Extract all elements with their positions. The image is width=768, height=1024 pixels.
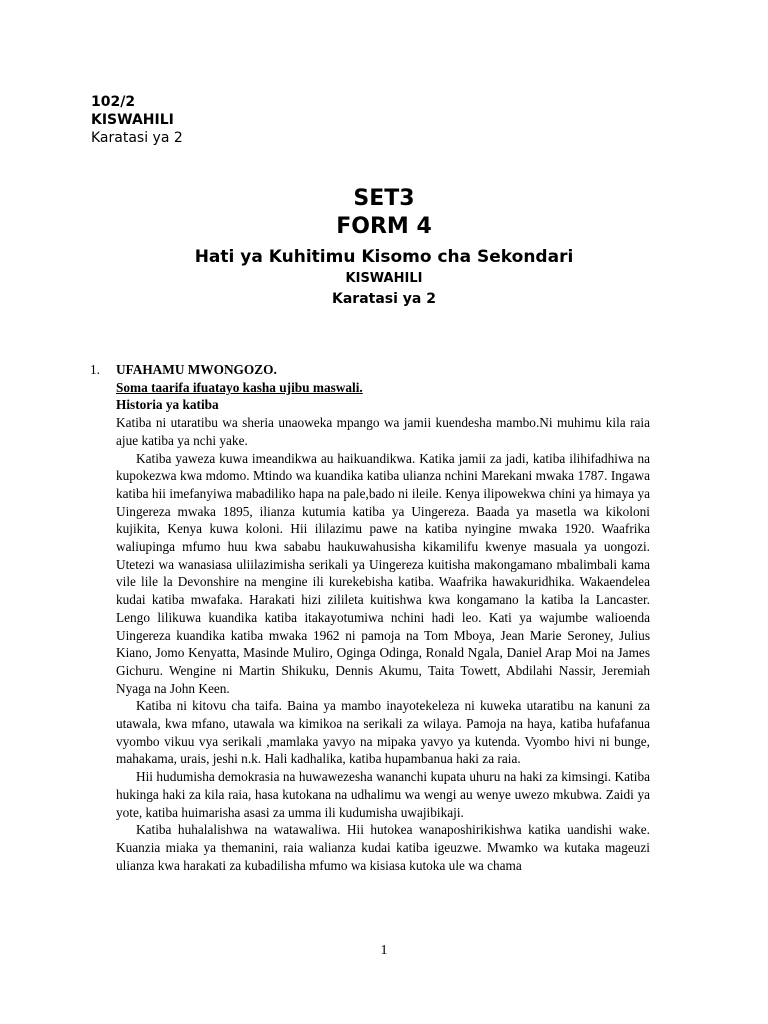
passage-paragraph: Katiba ni utaratibu wa sheria unaoweka mpango wa jamii kuendesha mambo.Ni muhimu kila raia ajue katiba ya nchi yake.: [116, 415, 650, 448]
passage-paragraph: Hii hudumisha demokrasia na huwawezesha wananchi kupata uhuru na haki za kimsingi. Katiba hukinga haki za kila raia, hasa kutokana na udhalimu wa wengi au wenye uwezo mkubwa. Zaidi ya yote, katiba huimarisha asasi za umma ili kudumisha uwajibikaji.: [116, 769, 650, 820]
passage-paragraph: Katiba yaweza kuwa imeandikwa au haikuandikwa. Katika jamii za jadi, katiba ilihifadhiwa na kupokezwa kwa mdomo. Mtindo wa kuandika katiba ulianza nchini Marekani mwaka 1787. Ingawa katiba hii imefanyiwa mabadiliko hapa na pale,bado ni ileile. Kenya ilipowekwa chini ya himaya ya Uingereza mwaka 1895, ilianza kutumia katiba ya Uingereza. Baada ya masetla wa kikoloni kujikita, Kenya kuwa koloni. Hii ililazimu pawe na katiba nyingine mwaka 1920. Waafrika waliupinga mfumo huu kwa sababu haukuwahusisha kikamilifu kwenye masuala ya uongozi. Utetezi wa wanasiasa uliilazimisha serikali ya Uingereza kuitisha makongamano mbalimbali kama vile lile la Devonshire na mengine ili kurekebisha katiba. Waafrika hawakuridhika. Wakaendelea kudai katiba mwafaka. Harakati hizi zilileta kuitishwa kwa kongamano la katiba la Lancaster. Lengo lilikuwa kuandika katiba itakayotumiwa nchini hadi leo. Kati ya wajumbe walioenda Uingereza kuandika katiba mwaka 1962 ni pamoja na Tom Mboya, Jean Marie Seroney, Julius Kiano, Jomo Kenyatta, Masinde Muliro, Oginga Odinga, Ronald Ngala, Daniel Arap Moi na James Gichuru. Wengine ni Martin Shikuku, Dennis Akumu, Taita Towett, Abdilahi Nassir, Jeremiah Nyaga na John Keen.: [116, 450, 650, 696]
form-title: FORM 4: [336, 214, 432, 239]
paper-number: Karatasi ya 2: [91, 130, 183, 146]
paper-code: 102/2: [91, 94, 136, 110]
question-number: 1.: [90, 362, 100, 377]
paper-header: [91, 93, 183, 147]
subject-title: KISWAHILI: [345, 271, 423, 286]
question-heading: UFAHAMU MWONGOZO.: [116, 362, 277, 377]
question-instruction: Soma taarifa ifuatayo kasha ujibu maswali.: [116, 379, 363, 395]
paper-subject: KISWAHILI: [91, 112, 174, 128]
passage-paragraph: Katiba huhalalishwa na watawaliwa. Hii hutokea wanaposhirikishwa katika uandishi wake. Kuanzia miaka ya themanini, raia walianza kudai katiba igeuzwe. Mwamko wa kutaka mageuzi ulianza kwa harakati za kubadilisha mfumo wa kisiasa kutoka ule wa chama: [116, 822, 650, 873]
set-title: SET3: [353, 186, 415, 211]
passage-paragraph: Katiba ni kitovu cha taifa. Baina ya mambo inayotekeleza ni kuweka utaratibu na kanuni za utawala, kwa mfano, utawala wa kimikoa na serikali za wilaya. Pamoja na haya, katiba hufafanua vyombo vikuu vya serikali ,mamlaka yavyo na mipaka yavyo ya kutenda. Vyombo hivi ni bunge, mahakama, urais, jeshi n.k. Hali kadhalika, katiba hupambanua haki za raia.: [116, 698, 650, 767]
paper-title: Karatasi ya 2: [332, 291, 436, 307]
exam-title: Hati ya Kuhitimu Kisomo cha Sekondari: [194, 247, 574, 267]
page-number: 1: [380, 943, 388, 958]
question-body: [116, 361, 650, 874]
passage-title: Historia ya katiba: [116, 397, 219, 413]
